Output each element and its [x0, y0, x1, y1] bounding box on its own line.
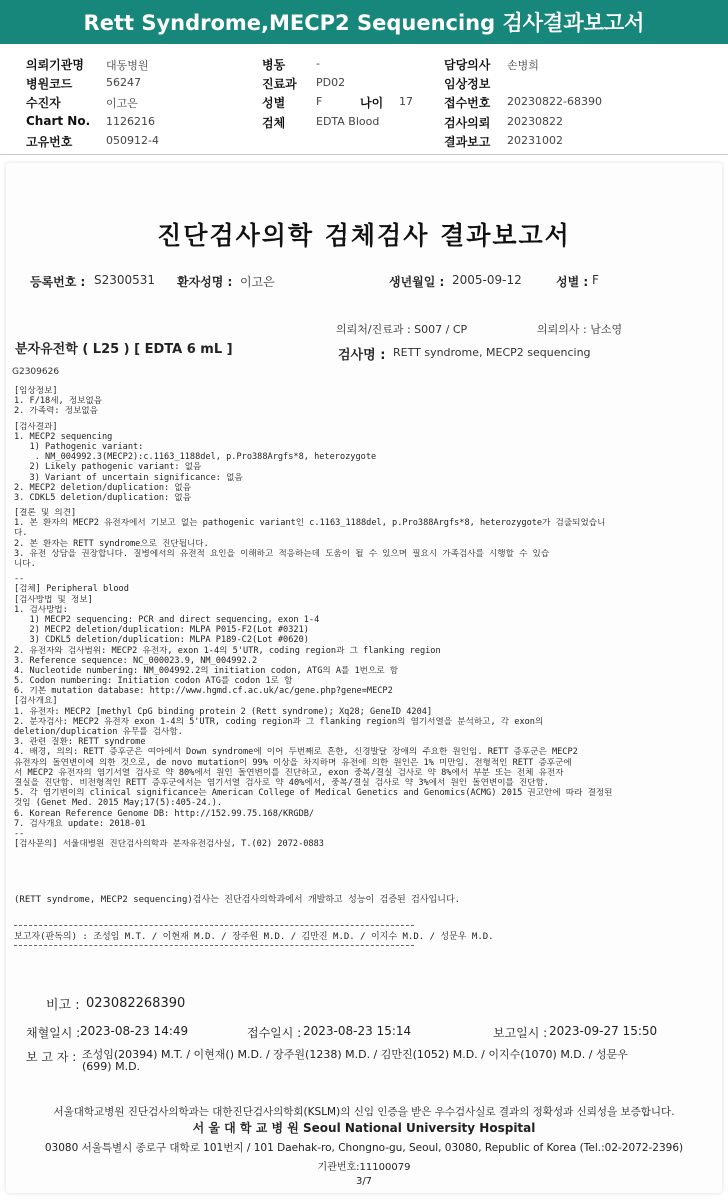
patient-value: 이고은 — [106, 97, 138, 110]
name-value: 이고은 — [240, 275, 275, 289]
patient-label: 수진자 — [26, 96, 61, 110]
report-title: 진단검사의학 검체검사 결과보고서 — [157, 221, 571, 250]
notice-block — [14, 892, 714, 949]
body-line: [검사문의] 서울대병원 진단검사의학과 분자유전검사실, T.(02) 2072-0883 — [14, 839, 324, 850]
body-line: 1. MECP2 sequencing — [14, 431, 113, 442]
collect-value: 2023-08-23 14:49 — [80, 1024, 189, 1038]
sex-value: F — [316, 95, 323, 108]
body-line: 1) MECP2 sequencing: PCR and direct sequencing, exon 1-4 — [14, 614, 320, 625]
name-label: 환자성명 : — [177, 275, 233, 289]
request-label: 검사의뢰 — [444, 116, 491, 130]
specimen-value: EDTA Blood — [316, 115, 380, 128]
body-line: 2. 분자검사: MECP2 유전자 exon 1-4의 5'UTR, coding region과 그 flanking region의 염기서열을 분석하고, 각 exon의 — [14, 716, 544, 727]
body-line: 서 MECP2 유전자의 염기서열 검사로 약 80%에서 원인 돌연변이를 진단하고, exon 중복/결실 검사로 약 8%에서 부분 또는 전체 유전자 — [14, 767, 564, 778]
reporter-line-2: (699) M.D. — [82, 1060, 141, 1073]
body-line: 5. Codon numbering: Initiation codon ATG를 codon 1로 함 — [14, 676, 293, 687]
reporter-label: 보 고 자 : — [26, 1050, 77, 1064]
sex-label: 성별 — [262, 96, 286, 110]
body-line: 1. 본 환자의 MECP2 유전자에서 기보고 없는 pathogenic variant인 c.1163_1188del, p.Pro388Argfs*8, heterozygote가 검출되었습니 — [14, 518, 606, 529]
section-title: 분자유전학 ( L25 ) [ EDTA 6 mL ] — [15, 342, 233, 357]
age-value: 17 — [399, 95, 413, 108]
body-line: 2. MECP2 deletion/duplication: 없음 — [14, 482, 191, 493]
body-line: 3. 유전 상담을 권장합니다. 질병에서의 유전적 요인을 이해하고 적응하는데 도움이 될 수 있으며 필요시 가족검사를 시행할 수 있습 — [14, 548, 550, 559]
body-line: 3. CDKL5 deletion/duplication: 없음 — [14, 492, 191, 503]
ward-label: 병동 — [262, 58, 286, 72]
report-time-value: 2023-09-27 15:50 — [549, 1024, 658, 1038]
body-line: 3. Reference sequence: NC_000023.9, NM_004992.2 — [14, 655, 258, 666]
accept-label: 접수일시 : — [247, 1026, 302, 1040]
notice-text: (RETT syndrome, MECP2 sequencing)검사는 진단검사의학과에서 개발하고 성능이 검증된 검사입니다. — [14, 895, 461, 905]
notice-divider-1 — [14, 925, 414, 926]
body-line: 2) Likely pathogenic variant: 없음 — [14, 462, 202, 473]
reg-label: 등록번호 : — [30, 275, 86, 289]
accept-value: 2023-08-23 15:14 — [303, 1024, 412, 1038]
institution-number: 기관번호:11100079 — [317, 1162, 411, 1173]
test-name-value: RETT syndrome, MECP2 sequencing — [393, 346, 591, 359]
dob-label: 생년월일 : — [389, 275, 445, 289]
request-doctor: 의뢰의사 : 남소영 — [537, 323, 623, 336]
clinical-label: 임상정보 — [444, 77, 491, 91]
certification-text: 서울대학교병원 진단검사의학과는 대한진단검사의학회(KSLM)의 신임 인증을 받은 우수검사실로 결과의 정확성과 신뢰성을 보증합니다. — [53, 1106, 675, 1118]
reg-value: S2300531 — [94, 273, 156, 287]
doctor-label: 담당의사 — [444, 58, 491, 72]
body-line: 결실을 진단함. 비전형적인 RETT 증후군에서는 염기서열 검사로 약 40%에서, 중복/결실 검사로 약 3%에서 원인 돌연변이를 진단함. — [14, 777, 550, 788]
unique-value: 050912-4 — [106, 134, 159, 147]
body-line: 것임 (Genet Med. 2015 May;17(5):405-24.). — [14, 798, 223, 809]
body-line: 3) Variant of uncertain significance: 없음 — [14, 472, 243, 483]
hospital-address: 03080 서울특별시 종로구 대학로 101번지 / 101 Daehak-ro, Chongno-gu, Seoul, 03080, Republic of Korea (Tel.:02-2072-2396) — [44, 1142, 684, 1154]
hospital-label: 의뢰기관명 — [26, 58, 84, 72]
remark-value: 023082268390 — [86, 996, 186, 1011]
body-line: 1. 검사방법: — [14, 604, 68, 615]
report-date-label: 결과보고 — [444, 135, 491, 149]
body-line: [임상정보] — [14, 386, 58, 396]
body-line: 2) MECP2 deletion/duplication: MLPA P015-F2(Lot #0321) — [14, 625, 309, 636]
header-divider — [0, 154, 728, 155]
test-name-label: 검사명 : — [338, 348, 386, 363]
body-line: 3) CDKL5 deletion/duplication: MLPA P189-C2(Lot #0620) — [14, 635, 309, 646]
hospital-name: 서 울 대 학 교 병 원 Seoul National University Hospital — [192, 1121, 536, 1135]
code-value: 56247 — [106, 76, 141, 89]
report-body — [14, 386, 714, 849]
body-line: 6. 기본 mutation database: http://www.hgmd.cf.ac.uk/ac/gene.php?gene=MECP2 — [14, 686, 393, 697]
report-date-value: 20231002 — [507, 134, 563, 147]
body-line: 2. 유전자와 검사범위: MECP2 유전자, exon 1-4의 5'UTR, coding region과 그 flanking region — [14, 645, 441, 656]
receipt-label: 접수번호 — [444, 96, 491, 110]
doctor-value: 손병희 — [507, 59, 539, 72]
body-line: -- — [14, 828, 25, 839]
body-line: 4. Nucleotide numbering: NM_004992.2의 initiation codon, ATG의 A를 1번으로 함 — [14, 665, 399, 676]
request-dept: 의뢰처/진료과 : S007 / CP — [336, 323, 468, 336]
reporter-line-1: 조성임(20394) M.T. / 이현재() M.D. / 장주원(1238) M.D. / 김만진(1052) M.D. / 이지수(1070) M.D. / 성문우 — [82, 1048, 628, 1061]
unique-label: 고유번호 — [26, 135, 73, 149]
body-line: [결론 및 의견] — [14, 508, 77, 519]
page-number: 3/7 — [355, 1176, 373, 1187]
body-line: [검사결과] — [14, 421, 58, 432]
chart-value: 1126216 — [106, 115, 155, 128]
body-line: 2. 가족력: 정보없음 — [14, 406, 98, 417]
request-header — [0, 52, 728, 152]
body-line: [검사개요] — [14, 696, 58, 707]
collect-label: 채혈일시 : — [26, 1026, 81, 1040]
body-line: 3. 관련 질환: RETT syndrome — [14, 737, 146, 748]
report-sex-label: 성별 : — [556, 275, 589, 289]
age-label: 나이 — [360, 96, 384, 110]
receipt-value: 20230822-68390 — [507, 95, 602, 108]
reviewers-text: 보고자(판독의) : 조성임 M.T. / 이현재 M.D. / 장주원 M.D. / 김만진 M.D. / 이지수 M.D. / 성문우 M.D. — [14, 932, 494, 942]
request-value: 20230822 — [507, 115, 563, 128]
body-line: 7. 검사개요 update: 2018-01 — [14, 818, 146, 829]
body-line: 니다. — [14, 559, 36, 569]
body-line: 다. — [14, 528, 28, 539]
report-time-label: 보고일시 : — [493, 1026, 548, 1040]
body-line: 6. Korean Reference Genome DB: http://152.99.75.168/KRGDB/ — [14, 808, 315, 819]
body-line: 유전자의 돌연변이에 의한 것으로, de novo mutation이 99% 이상을 차지하며 유전에 의한 원인은 1% 미만임. 전형적인 RETT 증후군에 — [14, 757, 572, 768]
dept-value: PD02 — [316, 76, 346, 89]
code-label: 병원코드 — [26, 77, 73, 91]
body-line: -- — [14, 574, 25, 585]
body-line: [검사방법 및 정보] — [14, 594, 93, 605]
dob-value: 2005-09-12 — [452, 273, 522, 287]
body-line: 1. F/18세, 정보없음 — [14, 396, 103, 407]
report-sex-value: F — [592, 273, 599, 287]
body-line: 2. 본 환자는 RETT syndrome으로 진단됩니다. — [14, 538, 209, 549]
remark-label: 비고 : — [46, 998, 80, 1013]
report-banner: Rett Syndrome,MECP2 Sequencing 검사결과보고서 — [0, 0, 728, 44]
body-line: 5. 각 염기변이의 clinical significance는 American College of Medical Genetics and Genomics(ACMG) 2015 권고안에 따라 결정된 — [14, 788, 613, 799]
body-line: 1) Pathogenic variant: — [14, 441, 144, 452]
notice-divider-2 — [14, 945, 414, 946]
hospital-value: 대동병원 — [106, 59, 149, 72]
dept-label: 진료과 — [262, 77, 297, 91]
chart-label: Chart No. — [26, 114, 91, 128]
body-line: 1. 유전자: MECP2 [methyl CpG binding protein 2 (Rett syndrome); Xq28; GeneID 4204] — [14, 706, 433, 717]
body-line: . NM_004992.3(MECP2):c.1163_1188del, p.Pro388Argfs*8, heterozygote — [14, 452, 377, 463]
ward-value: - — [316, 57, 320, 70]
body-line: 4. 배경, 의의: RETT 증후군은 여아에서 Down syndrome에 이어 두번째로 흔한, 신경발달 장애의 주요한 원인임. RETT 증후군은 MECP2 — [14, 747, 578, 758]
sample-id: G2309626 — [12, 367, 60, 377]
specimen-label: 검체 — [262, 116, 286, 130]
body-line: deletion/duplication 유무를 검사함. — [14, 727, 183, 737]
body-line: [검체] Peripheral blood — [14, 584, 129, 595]
